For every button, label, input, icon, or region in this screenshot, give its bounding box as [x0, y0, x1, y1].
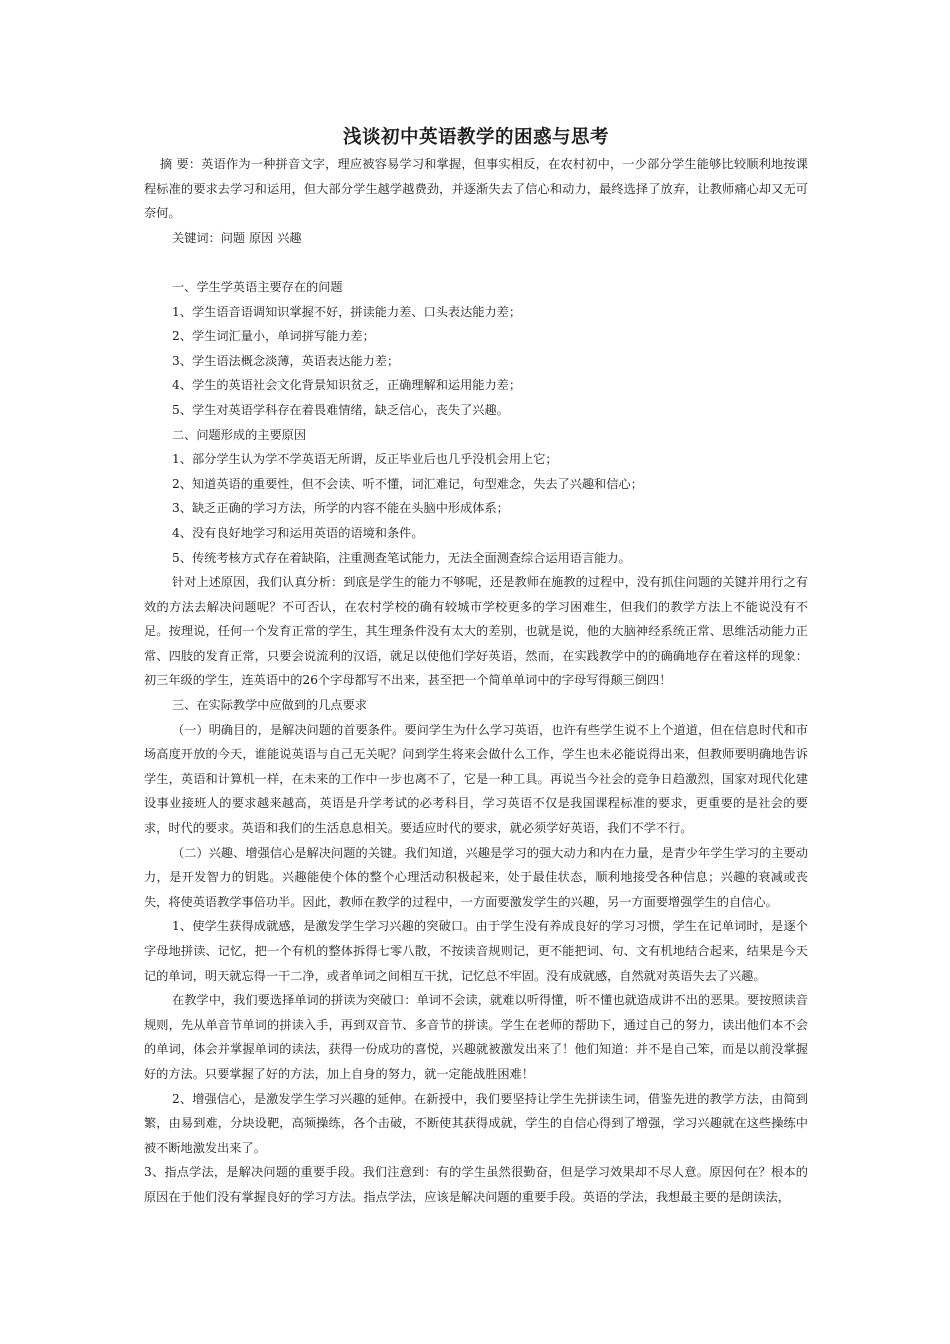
keywords: 关键词：问题 原因 兴趣	[172, 230, 302, 245]
body-paragraph: 1、使学生获得成就感，是激发学生学习兴趣的突破口。由于学生没有养成良好的学习习惯，学生在记单词时，是逐个字母地拼读、记忆，把一个有机的整体拆得七零八散，不按读音规则记，更不能把词、句、文有机地结合起来，结果是今天记的单词，明天就忘得一干二净，或者单词之间相互干扰，记忆总不牢固。没有成就感，自然就对英语失去了兴趣。	[144, 919, 808, 983]
document-body	[144, 124, 808, 1210]
document-title: 浅谈初中英语教学的困惑与思考	[342, 127, 609, 148]
section1-heading: 一、学生学英语主要存在的问题	[172, 279, 343, 294]
body-paragraph: 3、指点学法，是解决问题的重要手段。我们注意到：有的学生虽然很勤奋，但是学习效果却不尽人意。原因何在？根本的原因在于他们没有掌握良好的学习方法。指点学法，应该是解决问题的重要手段。英语的学法，我想最主要的是朗读法，	[144, 1165, 808, 1204]
body-paragraph: 在教学中，我们要选择单词的拼读为突破口：单词不会读，就难以听得懂，听不懂也就造成讲不出的恶果。要按照读音规则，先从单音节单词的拼读入手，再到双音节、多音节的拼读。学生在老师的帮助下，通过自己的努力，读出他们本不会的单词，体会并掌握单词的读法，获得一份成功的喜悦，兴趣就被激发出来了！他们知道：并不是自己笨，而是以前没掌握好的方法。只要掌握了好的方法，加上自身的努力，就一定能战胜困难！	[144, 993, 808, 1081]
analysis-paragraph: 针对上述原因，我们认真分析：到底是学生的能力不够呢，还是教师在施教的过程中，没有抓住问题的关键并用行之有效的方法去解决问题呢？不可否认，在农村学校的确有较城市学校更多的学习困难生，但我们的教学方法上不能说没有不足。按理说，任何一个发育正常的学生，其生理条件没有太大的差别，也就是说，他的大脑神经系统正常、思维活动能力正常、四肢的发育正常，只要会说流利的汉语，就足以使他们学好英语，然而，在实践教学中的的确确地存在着这样的现象：初三年级的学生，连英语中的26个字母都写不出来，甚至把一个简单单词中的字母写得颠三倒四！	[144, 575, 808, 688]
section2-item: 5、传统考核方式存在着缺陷，注重测查笔试能力，无法全面测查综合运用语言能力。	[172, 550, 631, 565]
blank-line	[144, 250, 808, 275]
section2-item: 3、缺乏正确的学习方法，所学的内容不能在头脑中形成体系；	[172, 501, 509, 516]
section1-item: 3、学生语法概念淡薄，英语表达能力差；	[172, 353, 400, 368]
section1-item: 5、学生对英语学科存在着畏难情绪，缺乏信心，丧失了兴趣。	[172, 402, 509, 417]
body-paragraph: （二）兴趣、增强信心是解决问题的关键。我们知道，兴趣是学习的强大动力和内在力量，是青少年学生学习的主要动力，是开发智力的钥匙。兴趣能使个体的整个心理活动积极起来，处于最佳状态，顺利地接受各种信息；兴趣的衰减或丧失，将使英语教学事倍功半。因此，教师在教学的过程中，一方面要激发学生的兴趣，另一方面要增强学生的自信心。	[144, 845, 808, 909]
section2-item: 1、部分学生认为学不学英语无所谓，反正毕业后也几乎没机会用上它；	[172, 452, 558, 467]
section1-item: 4、学生的英语社会文化背景知识贫乏，正确理解和运用能力差；	[172, 378, 522, 393]
section2-item: 2、知道英语的重要性，但不会读、听不懂，词汇难记，句型难念，失去了兴趣和信心；	[172, 476, 643, 491]
section3-heading: 三、在实际教学中应做到的几点要求	[172, 698, 367, 713]
section1-item: 1、学生语音语调知识掌握不好，拼读能力差、口头表达能力差；	[172, 304, 522, 319]
section2-heading: 二、问题形成的主要原因	[172, 427, 307, 442]
abstract: 摘 要：英语作为一种拼音文字，理应被容易学习和掌握，但事实相反，在农村初中，一少部分学生能够比较顺利地按课程标准的要求去学习和运用，但大部分学生越学越费劲，并逐渐失去了信心和动力，最终选择了放弃，让教师痛心却又无可奈何。	[144, 157, 808, 221]
section1-item: 2、学生词汇量小，单词拼写能力差；	[172, 329, 375, 344]
section2-item: 4、没有良好地学习和运用英语的语境和条件。	[172, 525, 424, 540]
body-paragraph: （一）明确目的，是解决问题的首要条件。要问学生为什么学习英语，也许有些学生说不上个道道，但在信息时代和市场高度开放的今天，谁能说英语与自己无关呢？问到学生将来会做什么工作，学生也未必能说得出来，但教师要明确地告诉学生，英语和计算机一样，在未来的工作中一步也离不了，它是一种工具。再说当今社会的竞争日趋激烈，国家对现代化建设事业接班人的要求越来越高，英语是升学考试的必考科目，学习英语不仅是我国课程标准的要求，更重要的是社会的要求，时代的要求。英语和我们的生活息息相关。要适应时代的要求，就必须学好英语，我们不学不行。	[144, 722, 808, 836]
body-paragraph: 2、增强信心，是激发学生学习兴趣的延伸。在新授中，我们要坚持让学生先拼读生词，借鉴先进的教学方法，由简到繁，由易到难，分块设靶，高频操练，各个击破，不断使其获得成就，学生的自信心得到了增强，学习兴趣就在这些操练中被不断地激发出来了。	[144, 1091, 808, 1155]
